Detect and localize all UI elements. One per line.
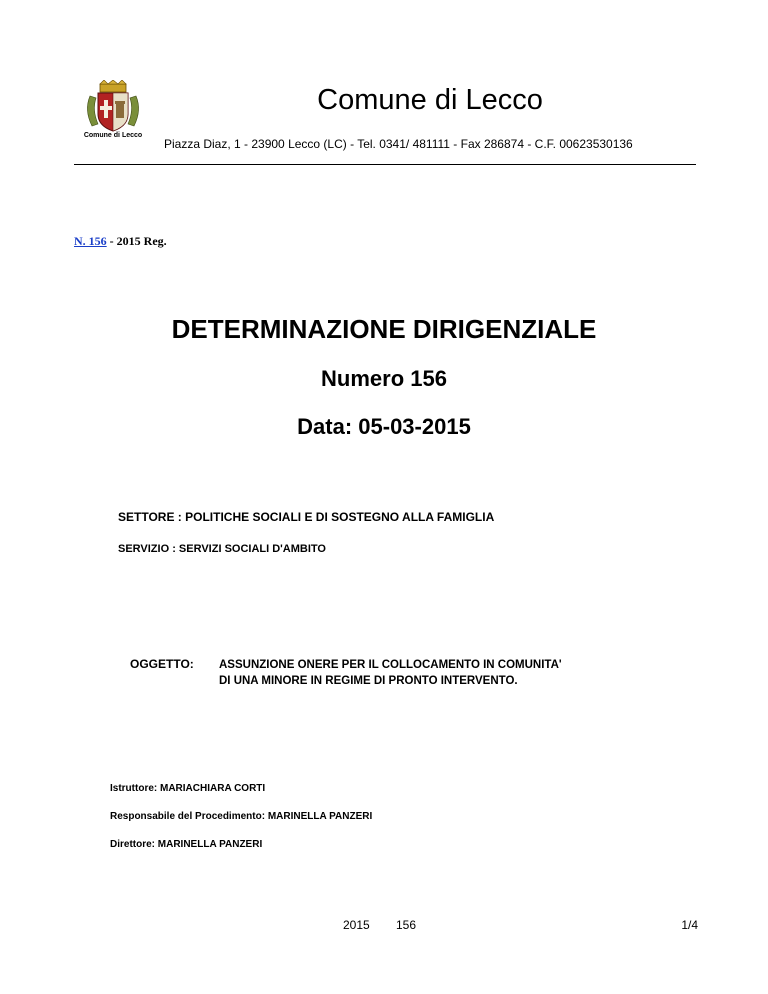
subject-line-1: ASSUNZIONE ONERE PER IL COLLOCAMENTO IN COMUNITA': [219, 659, 562, 671]
document-title: DETERMINAZIONE DIRIGENZIALE: [171, 314, 597, 344]
footer-number: 156: [396, 918, 417, 932]
organization-name: Comune di Lecco: [317, 84, 543, 116]
document-date: Data: 05-03-2015: [297, 414, 471, 439]
footer-year: 2015: [343, 918, 370, 932]
service-line: SERVIZIO : SERVIZI SOCIALI D'AMBITO: [118, 543, 326, 555]
registration-line: [74, 234, 167, 249]
document-number: Numero 156: [321, 366, 447, 391]
logo-caption: Comune di Lecco: [83, 132, 143, 139]
sector-line: SETTORE : POLITICHE SOCIALI E DI SOSTEGNO ALLA FAMIGLIA: [118, 510, 495, 524]
registration-suffix: - 2015 Reg.: [106, 234, 167, 248]
istruttore-line: Istruttore: MARIACHIARA CORTI: [110, 783, 266, 794]
direttore-line: Direttore: MARINELLA PANZERI: [110, 839, 263, 850]
registration-number-link[interactable]: N. 156: [74, 234, 107, 248]
subject-text: [219, 657, 562, 689]
subject-label: OGGETTO:: [130, 657, 194, 671]
header-divider: [74, 164, 696, 165]
subject-line-2: DI UNA MINORE IN REGIME DI PRONTO INTERVENTO.: [219, 675, 518, 687]
responsabile-line: Responsabile del Procedimento: MARINELLA PANZERI: [110, 811, 373, 822]
footer-page-number: 1/4: [681, 918, 698, 932]
coat-of-arms-icon: [78, 80, 148, 132]
organization-address: Piazza Diaz, 1 - 23900 Lecco (LC) - Tel. 0341/ 481111 - Fax 286874 - C.F. 00623530136: [164, 137, 633, 151]
